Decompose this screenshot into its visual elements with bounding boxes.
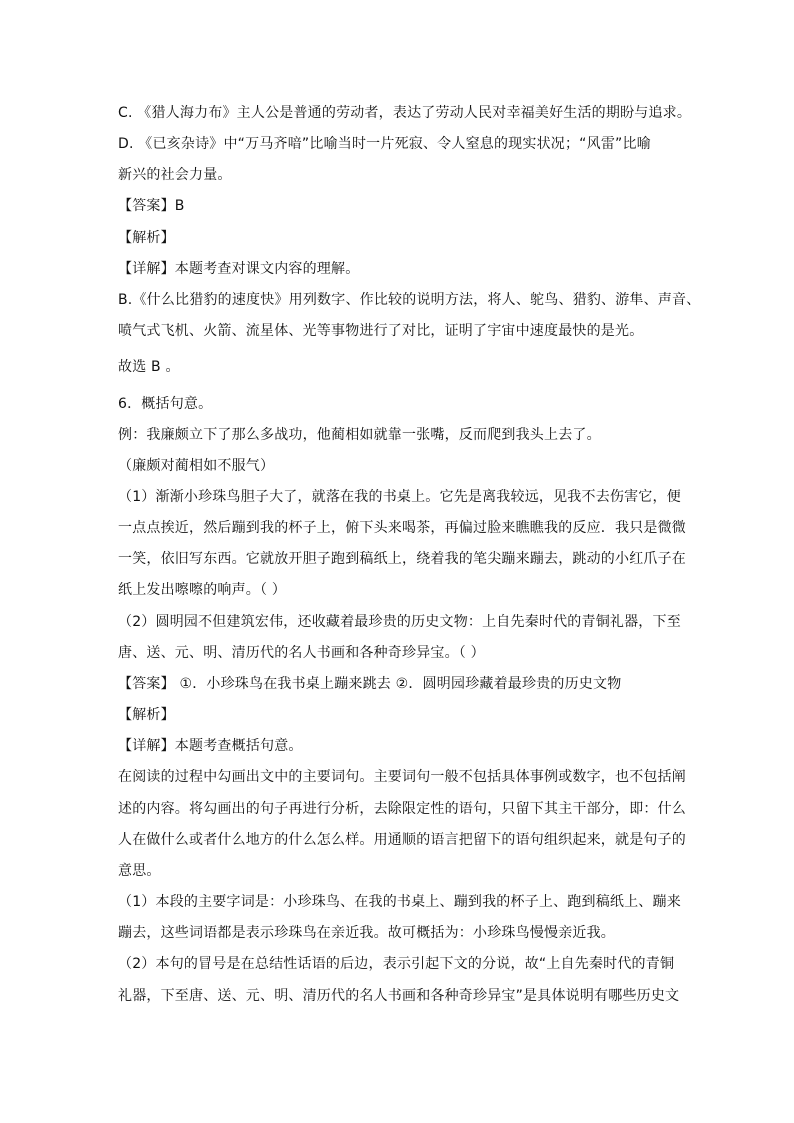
explain-part2-line-1: （2）本句的冒号是在总结性话语的后边，表示引起下文的分说，故“上自先秦时代的青铜 — [118, 956, 675, 972]
q6-part1-line-3: 一笑，依旧写东西。它就放开胆子跑到稿纸上，绕着我的笔尖蹦来蹦去，跳动的小红爪子在 — [118, 551, 686, 567]
explain-part2-line-2: 礼器，下至唐、送、元、明、清历代的名人书画和各种奇珍异宝”是具体说明有哪些历史文 — [118, 988, 680, 1004]
q6-part1-line-2: 一点点挨近，然后蹦到我的杯子上，俯下头来喝茶，再偏过脸来瞧瞧我的反应．我只是微微 — [118, 520, 686, 536]
analysis-label-q5: 【解析】 — [118, 230, 175, 246]
example-answer: （廉颇对蔺相如不服气） — [118, 458, 275, 474]
method-line-2: 述的内容。将勾画出的句子再进行分析，去除限定性的语句，只留下其主干部分，即：什么 — [118, 801, 686, 817]
method-line-1: 在阅读的过程中勾画出文中的主要词句。主要词句一般不包括具体事例或数字，也不包括阐 — [118, 769, 686, 785]
answer-label-q5: 【答案】B — [118, 198, 185, 214]
q6-part2-line-1: （2）圆明园不但建筑宏伟，还收藏着最珍贵的历史文物：上自先秦时代的青铜礼器，下至 — [118, 614, 681, 630]
method-line-4: 意思。 — [118, 863, 161, 879]
option-d-line-2: 新兴的社会力量。 — [118, 167, 232, 183]
explain-part1-line-1: （1）本段的主要字词是：小珍珠鸟、在我的书桌上、蹦到我的杯子上、跑到稿纸上、蹦来 — [118, 894, 681, 910]
example-sentence: 例：我廉颇立下了那么多战功，他蔺相如就靠一张嘴，反而爬到我头上去了。 — [118, 427, 601, 443]
explanation-q5-line-1: B.《什么比猎豹的速度快》用列数字、作比较的说明方法，将人、鸵鸟、猎豹、游隼、声音、 — [118, 292, 701, 308]
option-d-line-1: D. 《已亥杂诗》中“万马齐喑”比喻当时一片死寂、令人窒息的现实状况；“风雷”比喻 — [118, 136, 651, 152]
conclusion-q5: 故选 B 。 — [118, 359, 180, 375]
explain-part1-line-2: 蹦去，这些词语都是表示珍珠鸟在亲近我。故可概括为：小珍珠鸟慢慢亲近我。 — [118, 925, 615, 941]
detail-q5: 【详解】本题考查对课文内容的理解。 — [118, 261, 360, 277]
explanation-q5-line-2: 喷气式飞机、火箭、流星体、光等事物进行了对比，证明了宇宙中速度最快的是光。 — [118, 323, 644, 339]
detail-q6: 【详解】本题考查概括句意。 — [118, 738, 303, 754]
q6-part1-line-4: 纸上发出嚓嚓的响声。（ ） — [118, 582, 287, 598]
q6-part2-line-2: 唐、送、元、明、清历代的名人书画和各种奇珍异宝。（ ） — [118, 645, 485, 661]
option-c: C. 《猎人海力布》主人公是普通的劳动者，表达了劳动人民对幸福美好生活的期盼与追求。 — [118, 105, 692, 121]
answer-q6: 【答案】 ①．小珍珠鸟在我书桌上蹦来跳去 ②．圆明园珍藏着最珍贵的历史文物 — [118, 676, 622, 692]
q6-part1-line-1: （1）渐渐小珍珠鸟胆子大了，就落在我的书桌上。它先是离我较远，见我不去伤害它，便 — [118, 489, 681, 505]
method-line-3: 人在做什么或者什么地方的什么怎么样。用通顺的语言把留下的语句组织起来，就是句子的 — [118, 832, 686, 848]
analysis-label-q6: 【解析】 — [118, 707, 175, 723]
question-6-title: 6．概括句意。 — [118, 396, 213, 412]
